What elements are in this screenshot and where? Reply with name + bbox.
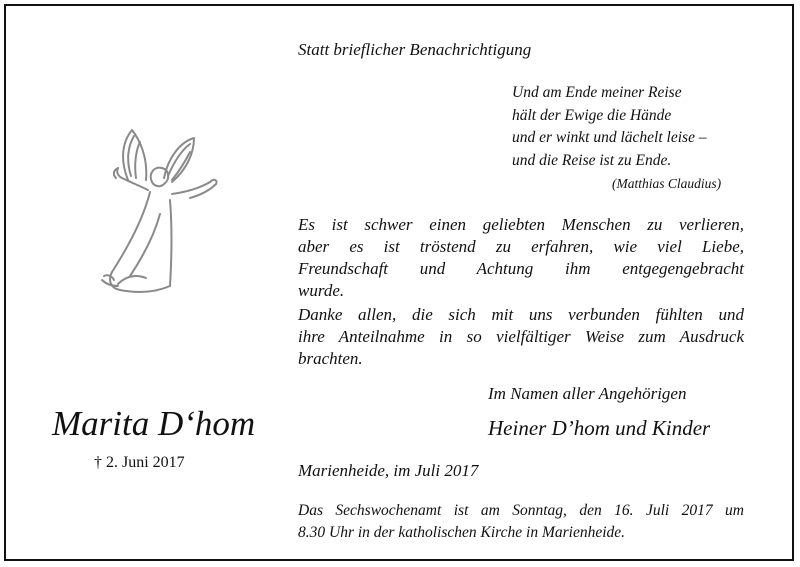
death-date: † 2. Juni 2017 [94,454,185,471]
deceased-name: Marita D‘hom [52,404,256,443]
signature-family: Heiner D’hom und Kinder [488,416,711,440]
angel-icon [90,124,226,306]
poem-line: und die Reise ist zu Ende. [512,151,672,169]
poem-line: und er winkt und lächelt leise – [512,129,707,146]
paragraph-line: Es ist schwer einen geliebten Menschen zu verlieren, [298,215,744,234]
obituary-notice [4,4,794,561]
poem [512,82,707,172]
paragraph-line: aber es ist tröstend zu erfahren, wie viel Liebe, [298,237,744,256]
paragraph-line: Danke allen, die sich mit uns verbunden fühlten und [298,305,744,324]
paragraph-condolence [298,214,744,302]
header-text: Statt brieflicher Benachrichtigung [298,40,532,59]
memorial-notice [298,500,744,544]
paragraph-thanks [298,304,744,370]
notice-line: Das Sechswochenamt ist am Sonntag, den 16. Juli 2017 um [298,502,744,519]
paragraph-line: wurde. [298,281,345,300]
signature-on-behalf: Im Namen aller Angehörigen [488,384,687,403]
paragraph-line: ihre Anteilnahme in so vielfältiger Weise zum Ausdruck [298,327,744,346]
poem-attribution: (Matthias Claudius) [612,176,722,191]
notice-line: 8.30 Uhr in der katholischen Kirche in Marienheide. [298,524,626,541]
paragraph-line: brachten. [298,349,363,368]
poem-line: hält der Ewige die Hände [512,106,672,124]
paragraph-line: Freundschaft und Achtung ihm entgegengebracht [298,259,744,278]
place-date: Marienheide, im Juli 2017 [298,461,479,480]
poem-line: Und am Ende meiner Reise [512,84,682,101]
